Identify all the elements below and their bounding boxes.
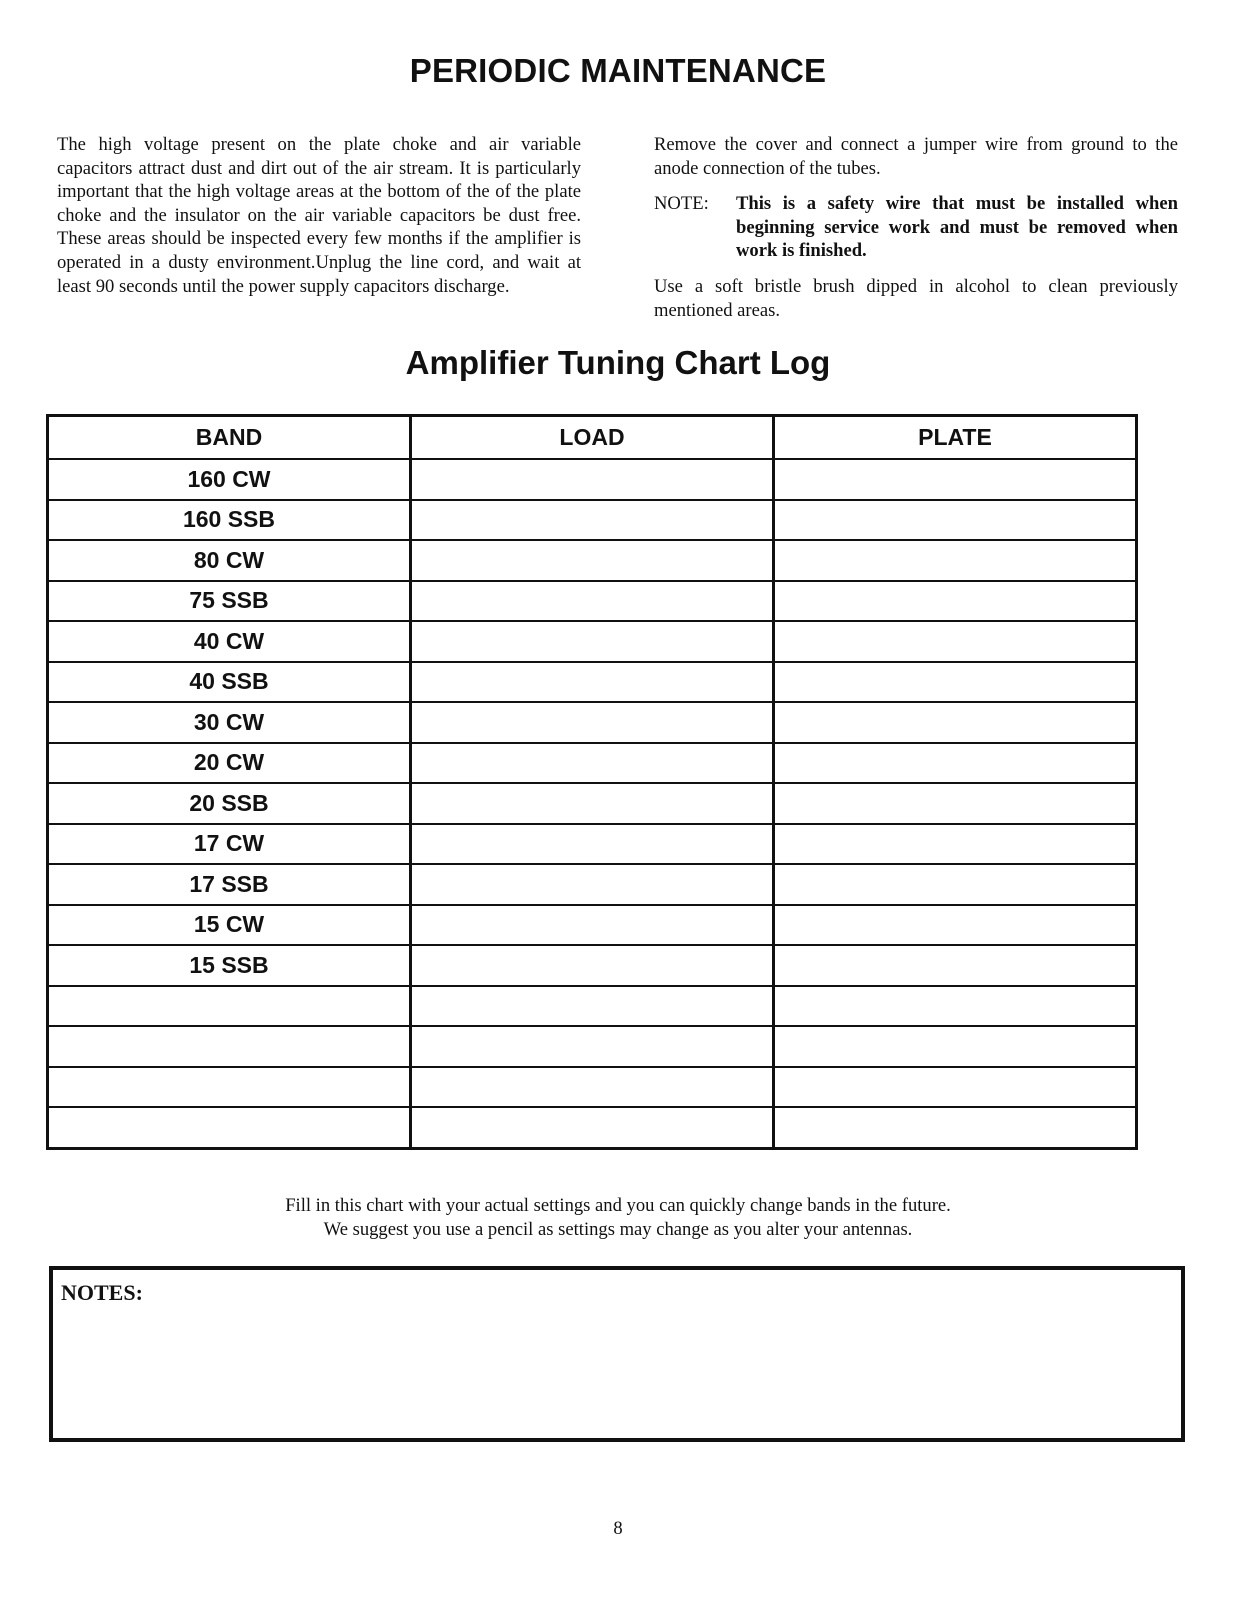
band-cell: 160 SSB xyxy=(48,500,411,541)
table-row xyxy=(48,1067,1137,1108)
table-row xyxy=(48,621,1137,662)
band-cell: 40 SSB xyxy=(48,662,411,703)
table-header-row xyxy=(48,416,1137,460)
chart-title: Amplifier Tuning Chart Log xyxy=(405,344,831,381)
load-cell xyxy=(410,702,773,743)
load-cell xyxy=(410,1107,773,1148)
table-row xyxy=(48,581,1137,622)
table-row xyxy=(48,1026,1137,1067)
load-cell xyxy=(410,540,773,581)
load-cell xyxy=(410,864,773,905)
instruction-line: Fill in this chart with your actual settings and you can quickly change bands in the future. xyxy=(285,1195,951,1216)
page-number: 8 xyxy=(613,1518,623,1539)
table-row xyxy=(48,702,1137,743)
load-cell xyxy=(410,459,773,500)
safety-note xyxy=(654,192,1178,263)
table-body xyxy=(48,459,1137,1148)
table-row xyxy=(48,662,1137,703)
table-row xyxy=(48,743,1137,784)
band-cell xyxy=(48,1107,411,1148)
band-cell: 75 SSB xyxy=(48,581,411,622)
plate-cell xyxy=(773,1067,1136,1108)
plate-cell xyxy=(773,621,1136,662)
band-cell: 15 CW xyxy=(48,905,411,946)
header-plate: PLATE xyxy=(773,416,1136,460)
band-cell: 20 SSB xyxy=(48,783,411,824)
band-cell xyxy=(48,1026,411,1067)
table-row xyxy=(48,783,1137,824)
table-row xyxy=(48,1107,1137,1148)
band-cell: 17 SSB xyxy=(48,864,411,905)
table-row xyxy=(48,459,1137,500)
instruction-line: We suggest you use a pencil as settings may change as you alter your antennas. xyxy=(323,1218,913,1240)
table-row xyxy=(48,864,1137,905)
band-cell xyxy=(48,986,411,1027)
plate-cell xyxy=(773,702,1136,743)
note-label: NOTE: xyxy=(654,193,709,215)
page-title: PERIODIC MAINTENANCE xyxy=(409,52,827,89)
plate-cell xyxy=(773,864,1136,905)
header-band: BAND xyxy=(48,416,411,460)
band-cell: 17 CW xyxy=(48,824,411,865)
plate-cell xyxy=(773,1026,1136,1067)
band-cell xyxy=(48,1067,411,1108)
load-cell xyxy=(410,581,773,622)
band-cell: 20 CW xyxy=(48,743,411,784)
cover-paragraph: Remove the cover and connect a jumper wire from ground to the anode connection of the tubes. xyxy=(654,134,1178,179)
plate-cell xyxy=(773,581,1136,622)
plate-cell xyxy=(773,905,1136,946)
plate-cell xyxy=(773,824,1136,865)
table-row xyxy=(48,824,1137,865)
notes-box xyxy=(49,1266,1185,1442)
left-column xyxy=(57,133,581,298)
load-cell xyxy=(410,824,773,865)
table-row xyxy=(48,500,1137,541)
plate-cell xyxy=(773,743,1136,784)
load-cell xyxy=(410,783,773,824)
load-cell xyxy=(410,621,773,662)
plate-cell xyxy=(773,459,1136,500)
plate-cell xyxy=(773,500,1136,541)
plate-cell xyxy=(773,783,1136,824)
band-cell: 80 CW xyxy=(48,540,411,581)
notes-label: NOTES: xyxy=(61,1280,143,1305)
header-load: LOAD xyxy=(410,416,773,460)
load-cell xyxy=(410,1026,773,1067)
load-cell xyxy=(410,500,773,541)
right-column xyxy=(654,133,1178,322)
table-row xyxy=(48,905,1137,946)
load-cell xyxy=(410,662,773,703)
note-text: This is a safety wire that must be installed when beginning service work and must be removed when work is finished. xyxy=(736,193,1178,262)
band-cell: 30 CW xyxy=(48,702,411,743)
load-cell xyxy=(410,1067,773,1108)
table-row xyxy=(48,945,1137,986)
plate-cell xyxy=(773,540,1136,581)
tuning-chart-table xyxy=(46,414,1138,1150)
chart-instructions xyxy=(0,1194,1236,1241)
band-cell: 15 SSB xyxy=(48,945,411,986)
band-cell: 40 CW xyxy=(48,621,411,662)
plate-cell xyxy=(773,986,1136,1027)
band-cell: 160 CW xyxy=(48,459,411,500)
load-cell xyxy=(410,905,773,946)
plate-cell xyxy=(773,945,1136,986)
load-cell xyxy=(410,945,773,986)
plate-cell xyxy=(773,662,1136,703)
table-row xyxy=(48,540,1137,581)
load-cell xyxy=(410,986,773,1027)
load-cell xyxy=(410,743,773,784)
maintenance-paragraph: The high voltage present on the plate choke and air variable capacitors attract dust and dirt out of the air stream. It is particularly important that the high voltage areas at the bottom of the of the plate choke and the insulator on the air variable capacitors be dust free. These areas should be inspected every few months if the amplifier is operated in a dusty environment.Unplug the line cord, and wait at least 90 seconds until the power supply capacitors discharge. xyxy=(57,134,581,297)
plate-cell xyxy=(773,1107,1136,1148)
brush-paragraph: Use a soft bristle brush dipped in alcohol to clean previously mentioned areas. xyxy=(654,275,1178,321)
table-row xyxy=(48,986,1137,1027)
